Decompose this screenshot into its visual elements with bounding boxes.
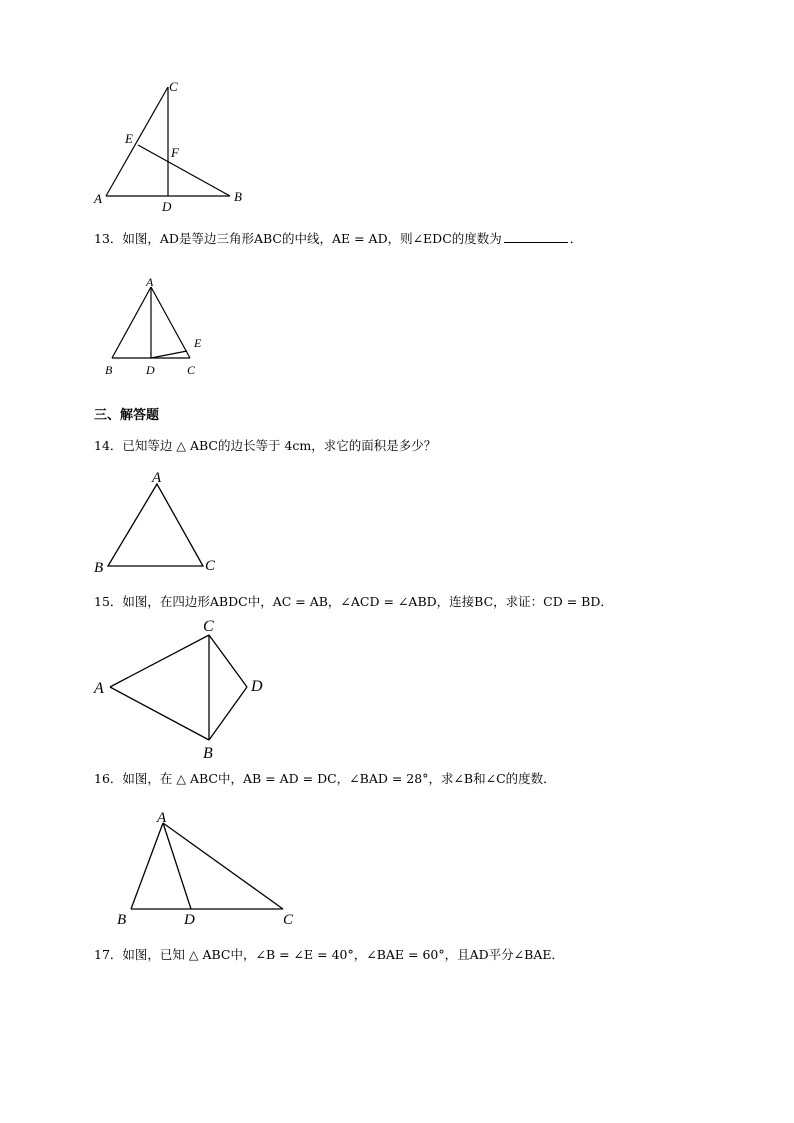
label-A: A <box>94 680 104 697</box>
question-text: 如图，在四边形ABDC中，AC = AB，∠ACD = ∠ABD，连接BC，求证：CD = BD． <box>122 594 613 609</box>
label-C: C <box>169 79 178 94</box>
label-B: B <box>105 363 113 377</box>
label-D: D <box>146 363 155 377</box>
label-E: E <box>125 131 133 146</box>
label-A: A <box>157 810 167 826</box>
question-17 <box>94 947 564 963</box>
label-C: C <box>187 363 196 377</box>
question-number: 17． <box>94 947 123 962</box>
label-C: C <box>283 912 294 928</box>
question-text: 已知等边 △ ABC的边长等于 4cm，求它的面积是多少？ <box>122 438 437 453</box>
label-B: B <box>203 745 213 762</box>
question-number: 16． <box>94 771 123 786</box>
label-D: D <box>162 199 172 214</box>
label-A: A <box>94 191 102 206</box>
question-text: 如图，AD是等边三角形ABC的中线，AE = AD，则∠EDC的度数为 <box>122 231 502 246</box>
question-text: 如图，已知 △ ABC中，∠B = ∠E = 40°，∠BAE = 60°，且AD平分∠BAE． <box>122 947 564 962</box>
label-B: B <box>234 189 242 204</box>
segment-AC <box>163 823 283 909</box>
label-E: E <box>194 336 202 350</box>
segment-AD <box>163 823 191 909</box>
label-C: C <box>203 618 214 635</box>
label-B: B <box>94 560 104 576</box>
question-number: 14． <box>94 438 123 453</box>
label-D: D <box>184 912 195 928</box>
label-B: B <box>117 912 127 928</box>
question-text: 如图，在 △ ABC中，AB = AD = DC，∠BAD = 28°，求∠B和∠C的度数． <box>122 771 556 786</box>
label-D: D <box>251 678 263 695</box>
label-C: C <box>205 558 216 574</box>
label-F: F <box>171 145 179 160</box>
label-A: A <box>146 275 154 289</box>
question-number: 15． <box>94 594 123 609</box>
label-A: A <box>152 470 162 486</box>
segment-AB <box>131 823 163 909</box>
question-text-end: ． <box>569 231 583 246</box>
section-heading: 三、解答题 <box>94 408 160 423</box>
question-number: 13． <box>94 231 123 246</box>
